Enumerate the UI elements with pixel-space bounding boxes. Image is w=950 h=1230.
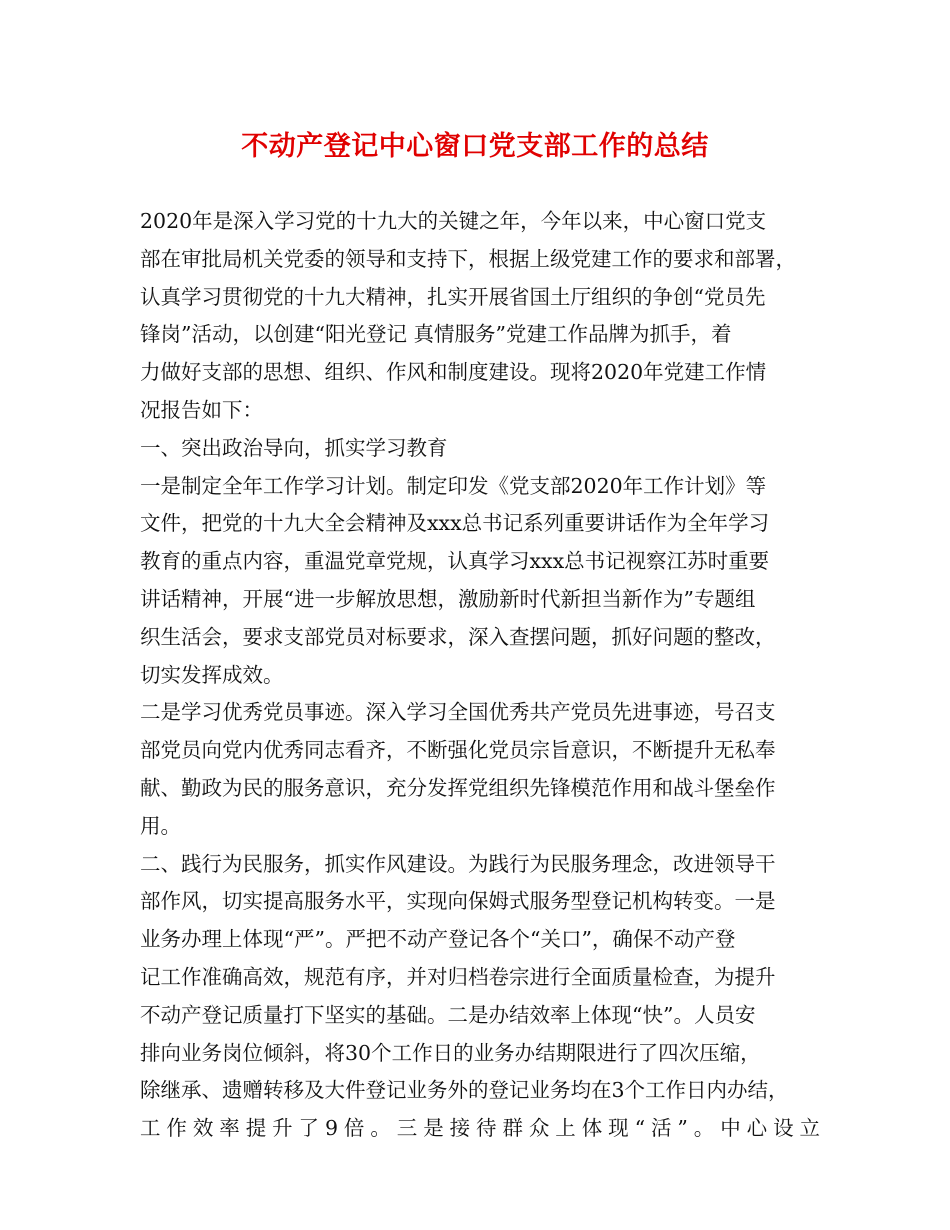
text-line: 锋岗”活动，以创建“阳光登记 真情服务”党建工作品牌为抓手，着 [140,322,732,347]
text-line: 部在审批局机关党委的领导和支持下，根据上级党建工作的要求和部署， [140,246,796,271]
text-line: 力做好支部的思想、组织、作风和制度建设。现将2020年党建工作情 [140,360,767,385]
document-title: 不动产登记中心窗口党支部工作的总结 [241,131,709,162]
text-line: 一是制定全年工作学习计划。制定印发《党支部2020年工作计划》等 [140,473,767,498]
text-line: 用。 [140,813,181,838]
text-line: 部作风，切实提高服务水平，实现向保姆式服务型登记机构转变。一是 [140,889,776,914]
text-line: 献、勤政为民的服务意识，充分发挥党组织先锋模范作用和战斗堡垒作 [140,775,776,800]
text-line: 讲话精神，开展“进一步解放思想，激励新时代新担当新作为”专题组 [140,586,756,611]
document-body [140,203,820,1148]
section-heading: 一、突出政治导向，抓实学习教育 [140,435,448,460]
text-line: 文件，把党的十九大全会精神及xxx总书记系列重要讲话作为全年学习 [140,511,770,536]
text-line: 教育的重点内容，重温党章党规，认真学习xxx总书记视察江苏时重要 [140,549,770,574]
text-line: 况报告如下： [140,397,263,422]
text-line: 二是学习优秀党员事迹。深入学习全国优秀共产党员先进事迹，号召支 [140,700,776,725]
text-line: 除继承、遗赠转移及大件登记业务外的登记业务均在3个工作日内办结， [140,1078,789,1103]
text-line: 2020年是深入学习党的十九大的关键之年，今年以来，中心窗口党支 [140,209,767,233]
text-line: 二、践行为民服务，抓实作风建设。为践行为民服务理念，改进领导干 [140,851,776,876]
text-line: 织生活会，要求支部党员对标要求，深入查摆问题，抓好问题的整改， [140,624,776,649]
text-line: 部党员向党内优秀同志看齐，不断强化党员宗旨意识，不断提升无私奉 [140,738,776,763]
text-line: 排向业务岗位倾斜，将30个工作日的业务办结期限进行了四次压缩， [140,1040,761,1065]
text-line: 切实发挥成效。 [140,662,284,687]
text-line: 认真学习贯彻党的十九大精神，扎实开展省国土厅组织的争创“党员先 [140,284,766,309]
text-line: 工作效率提升了9倍。三是接待群众上体现“活”。中心设立 [140,1116,820,1141]
text-line: 记工作准确高效，规范有序，并对归档卷宗进行全面质量检查，为提升 [140,964,776,989]
text-line: 业务办理上体现“严”。严把不动产登记各个“关口”，确保不动产登 [140,927,736,952]
text-line: 不动产登记质量打下坚实的基础。二是办结效率上体现“快”。人员安 [140,1002,756,1027]
